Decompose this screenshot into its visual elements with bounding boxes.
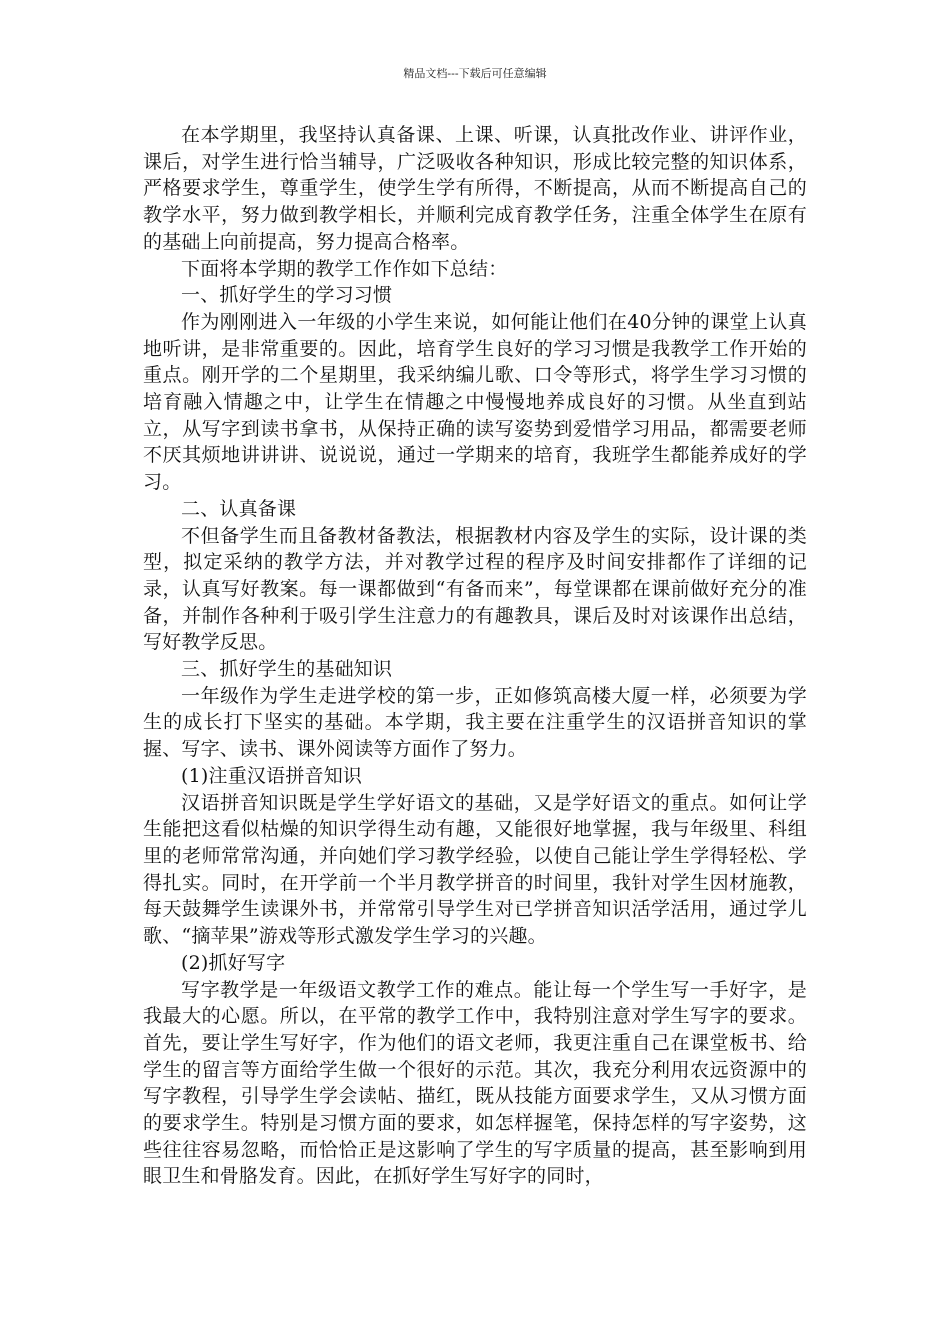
subheading-writing: (2)抓好写字 bbox=[181, 951, 286, 974]
paragraph-summary-lead: 下面将本学期的教学工作作如下总结： bbox=[181, 257, 508, 280]
section-heading-preparation: 二、认真备课 bbox=[181, 497, 297, 520]
paragraph-writing: 写字教学是一年级语文教学工作的难点。能让每一个学生写一手好字，是我最大的心愿。所以，在平常的教学工作中，我特别注意对学生写字的要求。首先，要让学生写好字，作为他们的语文老师，我更注重自己在课堂板书、给学生的留言等方面给学生做一个很好的示范。其次，我充分利用农远资源中的写字教程，引导学生学会读帖、描红，既从技能方面要求学生，又从习惯方面的要求学生。特别是习惯方面的要求，如怎样握笔，保持怎样的写字姿势，这些往往容易忽略，而恰恰正是这影响了学生的写字质量的提高，甚至影响到用眼卫生和骨胳发育。因此，在抓好学生写好字的同时， bbox=[143, 978, 807, 1188]
paragraph-intro: 在本学期里，我坚持认真备课、上课、听课，认真批改作业、讲评作业，课后，对学生进行恰当辅导，广泛吸收各种知识，形成比较完整的知识体系，严格要求学生，尊重学生，使学生学有所得，不断提高，从而不断提高自己的教学水平，努力做到教学相长，并顺利完成育教学任务，注重全体学生在原有的基础上向前提高，努力提高合格率。 bbox=[143, 124, 807, 253]
document-body bbox=[143, 122, 807, 1190]
section-heading-habits: 一、抓好学生的学习习惯 bbox=[181, 284, 393, 307]
section-heading-basics: 三、抓好学生的基础知识 bbox=[181, 658, 393, 681]
paragraph-pinyin: 汉语拼音知识既是学生学好语文的基础，又是学好语文的重点。如何让学生能把这看似枯燥的知识学得生动有趣，又能很好地掌握，我与年级里、科组里的老师常常沟通，并向她们学习教学经验，以使自己能让学生学得轻松、学得扎实。同时，在开学前一个半月教学拼音的时间里，我针对学生因材施教，每天鼓舞学生读课外书，并常常引导学生对已学拼音知识活学活用，通过学儿歌、“摘苹果”游戏等形式激发学生学习的兴趣。 bbox=[143, 791, 807, 948]
header-note: 精品文档---下载后可任意编辑 bbox=[403, 67, 547, 80]
subheading-pinyin: (1)注重汉语拼音知识 bbox=[181, 764, 363, 787]
paragraph-preparation: 不但备学生而且备教材备教法，根据教材内容及学生的实际，设计课的类型，拟定采纳的教学方法，并对教学过程的程序及时间安排都作了详细的记录，认真写好教案。每一课都做到“有备而来”，每堂课都在课前做好充分的准备，并制作各种利于吸引学生注意力的有趣教具，课后及时对该课作出总结，写好教学反思。 bbox=[143, 524, 807, 654]
paragraph-basics: 一年级作为学生走进学校的第一步，正如修筑高楼大厦一样，必须要为学生的成长打下坚实的基础。本学期，我主要在注重学生的汉语拼音知识的掌握、写字、读书、课外阅读等方面作了努力。 bbox=[143, 684, 807, 761]
paragraph-habits: 作为刚刚进入一年级的小学生来说，如何能让他们在40分钟的课堂上认真地听讲，是非常重要的。因此，培育学生良好的学习习惯是我教学工作开始的重点。刚开学的二个星期里，我采纳编儿歌、口令等形式，将学生学习习惯的培育融入情趣之中，让学生在情趣之中慢慢地养成良好的习惯。从坐直到站立，从写字到读书拿书，从保持正确的读写姿势到爱惜学习用品，都需要老师不厌其烦地讲讲讲、说说说，通过一学期来的培育，我班学生都能养成好的学习。 bbox=[143, 310, 807, 494]
